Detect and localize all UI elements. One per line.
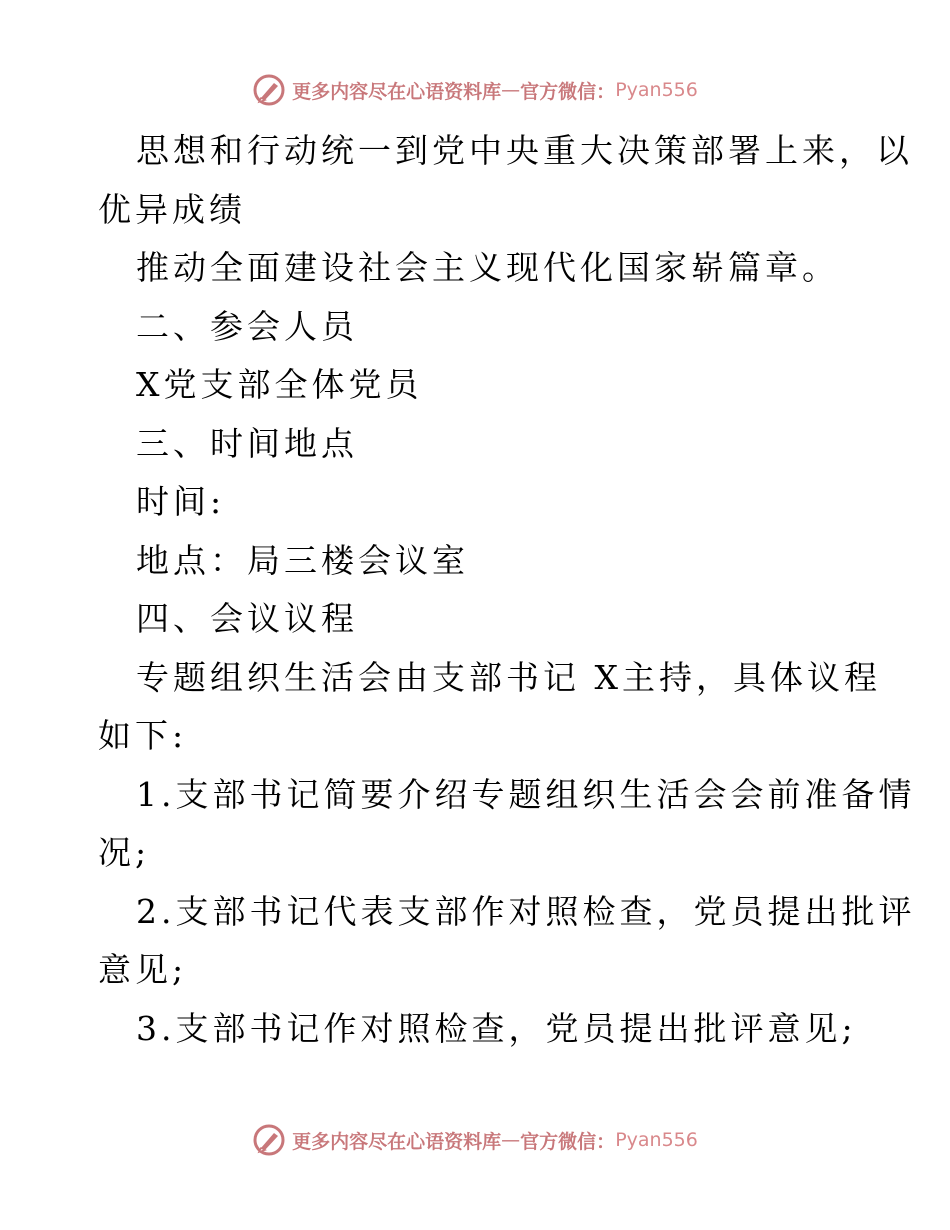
- section-heading: 三、时间地点: [136, 423, 358, 463]
- watermark-wechat-id: Pyan556: [615, 79, 698, 101]
- paragraph-line: 时间:: [136, 482, 226, 521]
- watermark-main-text: 更多内容尽在心语资料库: [292, 80, 502, 103]
- pen-logo-icon: [252, 73, 286, 107]
- watermark-main-text: 更多内容尽在心语资料库: [292, 1130, 502, 1153]
- paragraph-line: 如下:: [98, 716, 188, 755]
- paragraph-line: 专题组织生活会由支部书记 X主持，具体议程: [136, 657, 881, 697]
- watermark-header: [0, 70, 950, 110]
- list-item: 2.支部书记代表支部作对照检查，党员提出批评: [136, 891, 916, 931]
- pen-logo-icon: [252, 1123, 286, 1157]
- watermark-wechat-label: 官方微信：: [520, 80, 616, 103]
- paragraph-line: X党支部全体党员: [136, 365, 423, 404]
- section-heading: 二、参会人员: [136, 306, 358, 346]
- watermark-wechat-id: Pyan556: [615, 1129, 698, 1151]
- watermark-dash: —: [501, 79, 521, 101]
- list-item-continuation: 况;: [98, 833, 151, 872]
- list-item: 3.支部书记作对照检查，党员提出批评意见;: [136, 1008, 857, 1048]
- document-body: [98, 122, 916, 1058]
- section-heading: 四、会议议程: [136, 599, 358, 638]
- watermark-dash: —: [501, 1129, 521, 1151]
- watermark-wechat-label: 官方微信：: [520, 1130, 616, 1153]
- watermark-footer: [0, 1120, 950, 1160]
- paragraph-line: 推动全面建设社会主义现代化国家崭篇章。: [136, 248, 839, 287]
- paragraph-line: 优异成绩: [98, 189, 246, 229]
- paragraph-line: 地点：局三楼会议室: [136, 540, 469, 580]
- list-item-continuation: 意见;: [98, 950, 188, 989]
- paragraph-line: 思想和行动统一到党中央重大决策部署上来，以: [136, 131, 913, 170]
- list-item: 1.支部书记简要介绍专题组织生活会会前准备情: [136, 774, 916, 814]
